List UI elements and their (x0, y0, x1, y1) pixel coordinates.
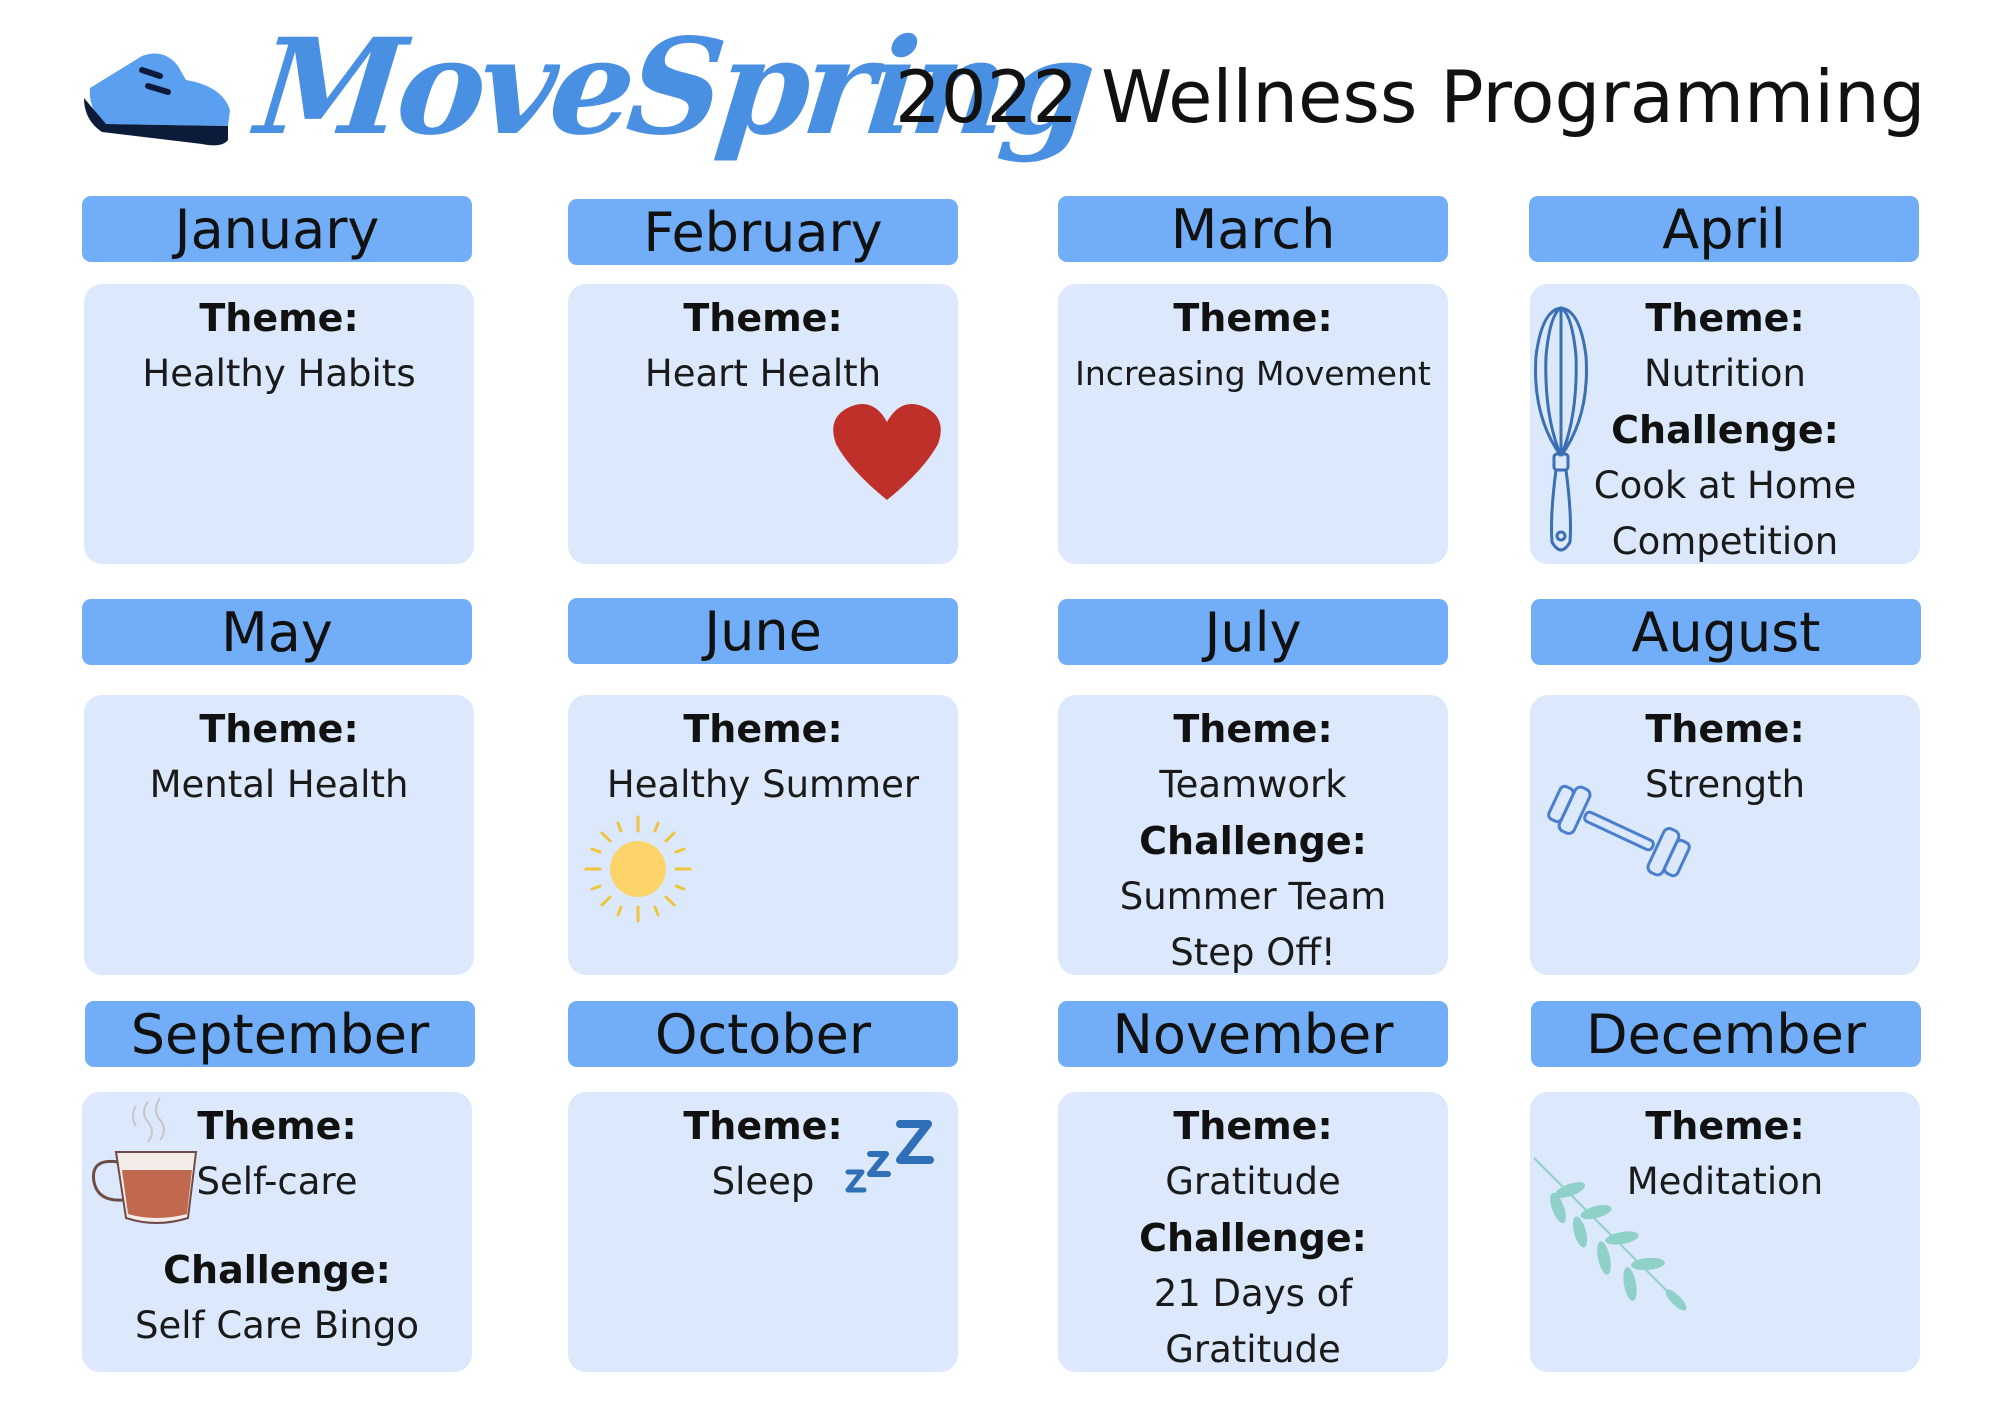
challenge-value-line2: Gratitude (1165, 1328, 1341, 1371)
month-header-august: August (1531, 599, 1921, 665)
theme-label: Theme: (1645, 296, 1805, 340)
theme-label: Theme: (1173, 707, 1333, 751)
theme-value: Teamwork (1159, 763, 1347, 806)
theme-value: Increasing Movement (1075, 354, 1431, 393)
theme-label: Theme: (683, 1104, 843, 1148)
month-card-june (568, 695, 958, 975)
challenge-value-line2: Step Off! (1170, 931, 1336, 974)
challenge-value-line1: Self Care Bingo (135, 1304, 419, 1347)
theme-value: Meditation (1626, 1160, 1824, 1203)
page-title: 2022 Wellness Programming (895, 55, 1926, 139)
theme-label: Theme: (683, 296, 843, 340)
theme-value: Strength (1644, 763, 1806, 806)
theme-value: Nutrition (1643, 352, 1806, 395)
month-card-may (84, 695, 474, 975)
heart-icon (830, 400, 944, 504)
leaf-branch-icon (1530, 1154, 1690, 1314)
month-header-june: June (568, 598, 958, 664)
month-header-october: October (568, 1001, 958, 1067)
tea-cup-icon (88, 1096, 204, 1230)
challenge-label: Challenge: (163, 1248, 391, 1292)
month-header-february: February (568, 199, 958, 265)
month-card-march (1058, 284, 1448, 564)
theme-value: Healthy Summer (606, 763, 920, 806)
theme-value: Gratitude (1165, 1160, 1341, 1203)
challenge-label: Challenge: (1139, 819, 1367, 863)
challenge-value-line1: Cook at Home (1593, 464, 1857, 507)
sneaker-icon (82, 40, 232, 150)
theme-label: Theme: (1645, 1104, 1805, 1148)
theme-value: Heart Health (644, 352, 882, 395)
month-header-november: November (1058, 1001, 1448, 1067)
challenge-value-line2: Competition (1611, 520, 1839, 563)
month-header-january: January (82, 196, 472, 262)
month-card-november (1058, 1092, 1448, 1372)
month-card-july (1058, 695, 1448, 975)
theme-label: Theme: (683, 707, 843, 751)
theme-label: Theme: (199, 296, 359, 340)
theme-value: Self-care (196, 1160, 358, 1203)
whisk-icon (1530, 306, 1592, 556)
theme-value: Healthy Habits (142, 352, 416, 395)
challenge-value-line1: Summer Team (1119, 875, 1387, 918)
month-header-march: March (1058, 196, 1448, 262)
month-card-february (568, 284, 958, 564)
zzz-icon (844, 1118, 936, 1198)
month-header-december: December (1531, 1001, 1921, 1067)
month-header-september: September (85, 1001, 475, 1067)
month-header-july: July (1058, 599, 1448, 665)
month-header-april: April (1529, 196, 1919, 262)
dumbbell-icon (1544, 781, 1694, 881)
theme-label: Theme: (1645, 707, 1805, 751)
month-card-september (82, 1092, 472, 1372)
theme-label: Theme: (197, 1104, 357, 1148)
theme-label: Theme: (199, 707, 359, 751)
challenge-label: Challenge: (1139, 1216, 1367, 1260)
theme-value: Sleep (711, 1160, 815, 1203)
month-card-april (1530, 284, 1920, 564)
month-card-december (1530, 1092, 1920, 1372)
page-header (0, 0, 2000, 180)
month-header-may: May (82, 599, 472, 665)
brand-logo: MoveSpring (249, 10, 1097, 165)
theme-label: Theme: (1173, 1104, 1333, 1148)
theme-value: Mental Health (149, 763, 409, 806)
month-card-january (84, 284, 474, 564)
challenge-value-line1: 21 Days of (1153, 1272, 1353, 1315)
sun-icon (582, 813, 694, 925)
challenge-label: Challenge: (1611, 408, 1839, 452)
theme-label: Theme: (1173, 296, 1333, 340)
month-card-october (568, 1092, 958, 1372)
month-card-august (1530, 695, 1920, 975)
